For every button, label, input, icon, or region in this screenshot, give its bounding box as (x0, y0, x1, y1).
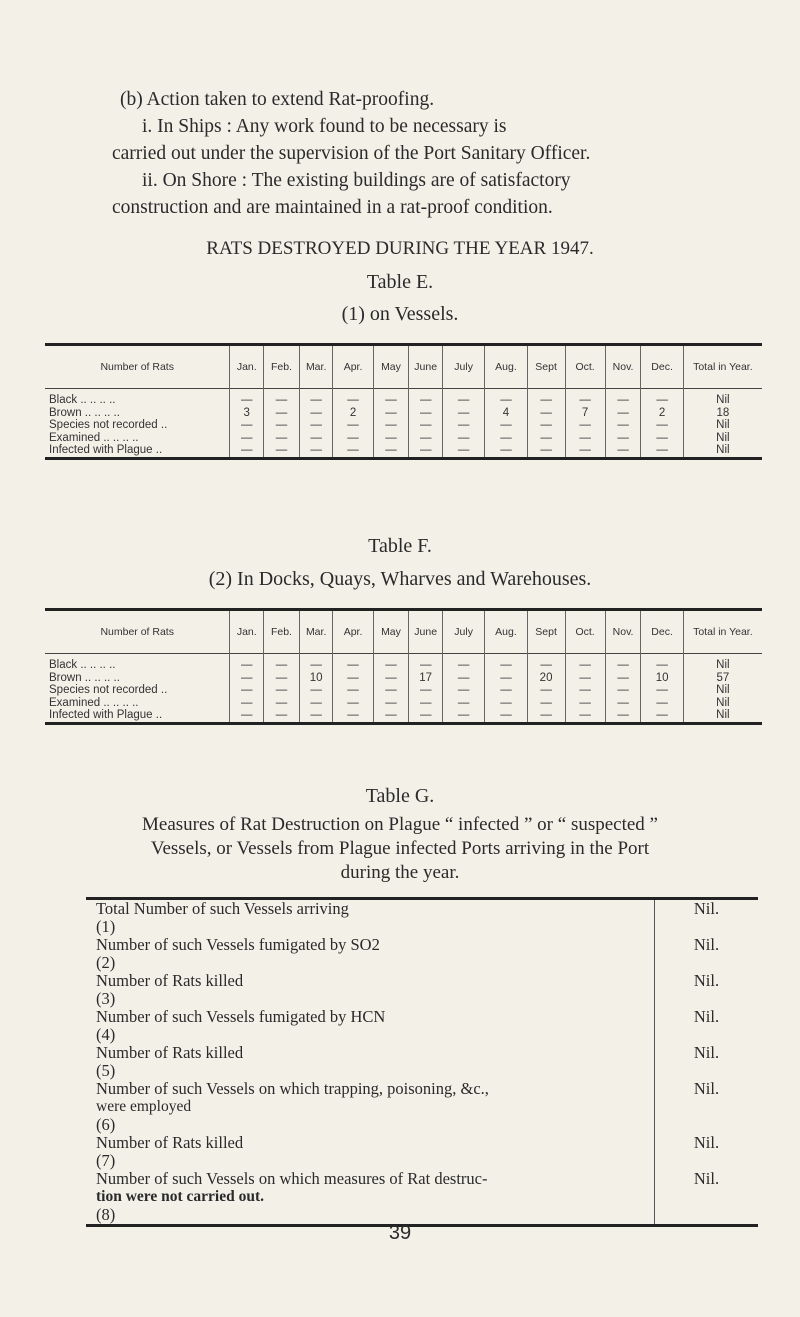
table-cell: — (333, 684, 373, 697)
table-cell: 18 (683, 407, 762, 420)
measure-number: (3) (96, 989, 116, 1008)
measure-value: Nil. (655, 1080, 759, 1134)
table-cell: — (485, 432, 527, 445)
intro-section (0, 86, 800, 221)
table-cell: Nil (683, 419, 762, 432)
section-heading: (b) Action taken to extend Rat-proofing. (120, 89, 435, 110)
measure-description (86, 1008, 655, 1044)
column-header: Total in Year. (683, 610, 762, 654)
column-header: July (443, 345, 485, 389)
table-cell: — (641, 654, 683, 672)
row-label: Species not recorded .. (49, 684, 168, 696)
measure-value: Nil. (655, 1044, 759, 1080)
table-e (45, 343, 762, 460)
table-cell: — (527, 419, 565, 432)
table-cell: — (485, 672, 527, 685)
measure-value: Nil. (655, 1008, 759, 1044)
table-cell: — (299, 444, 333, 458)
measure-row (86, 1170, 758, 1226)
table-cell: — (299, 432, 333, 445)
column-header: Apr. (333, 610, 373, 654)
table-cell: — (605, 684, 641, 697)
measure-row (86, 1044, 758, 1080)
table-cell: — (230, 432, 264, 445)
table-header-row (45, 610, 762, 654)
table-cell: — (264, 672, 300, 685)
table-row (45, 389, 762, 407)
measure-number: (4) (96, 1025, 116, 1044)
table-cell: — (409, 697, 443, 710)
table-cell: — (373, 419, 409, 432)
table-cell: — (230, 697, 264, 710)
table-cell: — (409, 654, 443, 672)
column-header: Mar. (299, 610, 333, 654)
table-g (86, 897, 758, 1227)
measure-text: Number of such Vessels fumigated by SO2 (96, 935, 380, 954)
table-g-caption: Measures of Rat Destruction on Plague “ infected ” or “ suspected ” (142, 814, 658, 835)
measure-description (86, 972, 655, 1008)
measure-value: Nil. (655, 972, 759, 1008)
table-cell: — (565, 697, 605, 710)
table-cell: — (230, 684, 264, 697)
measure-number: (6) (96, 1115, 116, 1134)
table-cell: — (373, 444, 409, 458)
row-label: Examined .. .. .. .. (49, 431, 139, 444)
table-cell: Nil (683, 432, 762, 445)
table-cell: — (641, 444, 683, 458)
table-cell: — (333, 444, 373, 458)
measure-text: Number of such Vessels fumigated by HCN (96, 1007, 386, 1026)
table-cell: — (230, 654, 264, 672)
table-row (45, 697, 762, 710)
table-cell: Nil (683, 444, 762, 458)
table-cell: — (264, 709, 300, 723)
table-cell: — (527, 654, 565, 672)
table-cell: — (527, 432, 565, 445)
column-header: Oct. (565, 610, 605, 654)
measure-number: (8) (96, 1205, 116, 1224)
table-cell: — (641, 684, 683, 697)
column-header: Apr. (333, 345, 373, 389)
measure-text-continued: tion were not carried out. (96, 1188, 265, 1205)
table-f-subtitle: (2) In Docks, Quays, Wharves and Warehouses. (208, 568, 592, 590)
row-label: Examined .. .. .. .. (49, 696, 139, 709)
measure-row (86, 936, 758, 972)
table-cell: — (373, 672, 409, 685)
table-cell: — (485, 419, 527, 432)
table-cell: — (264, 419, 300, 432)
table-cell: — (443, 672, 485, 685)
table-cell: — (299, 709, 333, 723)
table-cell: — (605, 672, 641, 685)
measure-text: Number of such Vessels on which trapping, poisoning, &c., (96, 1079, 489, 1098)
table-cell: Nil (683, 709, 762, 723)
table-cell: 2 (641, 407, 683, 420)
table-cell: — (565, 709, 605, 723)
intro-line: construction and are maintained in a rat-proof condition. (112, 197, 553, 218)
table-cell: — (565, 389, 605, 407)
table-cell: — (443, 407, 485, 420)
table-cell: — (443, 419, 485, 432)
table-cell: — (565, 654, 605, 672)
table-cell: — (485, 444, 527, 458)
table-cell: — (409, 419, 443, 432)
table-cell: — (333, 419, 373, 432)
measure-text-continued: were employed (96, 1098, 192, 1115)
table-cell: — (409, 444, 443, 458)
table-cell: — (373, 389, 409, 407)
column-header: May (373, 345, 409, 389)
table-cell: — (409, 432, 443, 445)
measure-number: (2) (96, 953, 116, 972)
table-cell: — (299, 407, 333, 420)
table-cell: Nil (683, 684, 762, 697)
column-header: Aug. (485, 345, 527, 389)
measure-description (86, 899, 655, 937)
table-cell: — (299, 697, 333, 710)
table-cell: — (299, 389, 333, 407)
table-cell: — (409, 684, 443, 697)
table-row (45, 684, 762, 697)
table-cell: — (605, 389, 641, 407)
table-cell: — (527, 444, 565, 458)
measure-description (86, 1134, 655, 1170)
table-header-row (45, 345, 762, 389)
table-e-title: Table E. (366, 271, 434, 293)
table-f (45, 608, 762, 725)
table-row (45, 407, 762, 420)
column-header: Dec. (641, 610, 683, 654)
table-cell: — (641, 389, 683, 407)
table-cell: — (373, 654, 409, 672)
table-cell: — (230, 419, 264, 432)
table-cell: — (443, 432, 485, 445)
measure-row (86, 972, 758, 1008)
table-cell: — (605, 697, 641, 710)
measure-row (86, 1008, 758, 1044)
table-cell: — (565, 432, 605, 445)
table-cell: — (605, 407, 641, 420)
column-header: June (409, 610, 443, 654)
table-cell: — (264, 654, 300, 672)
table-cell: — (264, 684, 300, 697)
table-cell: — (605, 654, 641, 672)
table-row (45, 654, 762, 672)
table-cell: — (443, 444, 485, 458)
table-cell: — (230, 444, 264, 458)
intro-line: carried out under the supervision of the Port Sanitary Officer. (112, 143, 591, 164)
table-cell: — (299, 684, 333, 697)
intro-line: i. In Ships : Any work found to be necessary is (142, 116, 507, 137)
table-cell: — (605, 419, 641, 432)
table-e-subtitle: (1) on Vessels. (341, 303, 459, 325)
table-cell: Nil (683, 654, 762, 672)
measure-number: (1) (96, 917, 116, 936)
table-row (45, 419, 762, 432)
table-cell: — (485, 697, 527, 710)
measure-text: Number of Rats killed (96, 971, 244, 990)
table-cell: — (299, 654, 333, 672)
column-header: Total in Year. (683, 345, 762, 389)
measure-text: Number of Rats killed (96, 1043, 244, 1062)
table-cell: — (333, 654, 373, 672)
table-cell: — (264, 389, 300, 407)
table-row (45, 432, 762, 445)
table-cell: — (299, 419, 333, 432)
table-f-title: Table F. (368, 535, 432, 557)
column-header: Dec. (641, 345, 683, 389)
column-header-number-of-rats: Number of Rats (100, 626, 174, 638)
table-cell: — (230, 389, 264, 407)
column-header: Feb. (264, 610, 300, 654)
column-header: Sept (527, 610, 565, 654)
table-cell: — (264, 444, 300, 458)
table-cell: — (409, 407, 443, 420)
table-cell: 17 (409, 672, 443, 685)
column-header: Nov. (605, 610, 641, 654)
row-label: Infected with Plague .. (49, 444, 163, 456)
table-cell: — (333, 709, 373, 723)
table-cell: — (333, 389, 373, 407)
table-cell: — (605, 709, 641, 723)
row-label: Infected with Plague .. (49, 709, 163, 721)
table-cell: — (443, 709, 485, 723)
table-cell: — (485, 389, 527, 407)
measure-number: (5) (96, 1061, 116, 1080)
column-header: Oct. (565, 345, 605, 389)
column-header: June (409, 345, 443, 389)
measure-value: Nil. (655, 1134, 759, 1170)
measure-description (86, 1170, 655, 1226)
table-cell: — (373, 697, 409, 710)
table-row (45, 444, 762, 458)
table-cell: — (333, 697, 373, 710)
table-cell: — (409, 389, 443, 407)
table-cell: 10 (641, 672, 683, 685)
column-header: May (373, 610, 409, 654)
table-cell: — (373, 684, 409, 697)
column-header: Jan. (230, 610, 264, 654)
page-heading: RATS DESTROYED DURING THE YEAR 1947. (206, 238, 594, 259)
table-cell: — (373, 709, 409, 723)
column-header: Sept (527, 345, 565, 389)
table-cell: — (527, 684, 565, 697)
column-header: Nov. (605, 345, 641, 389)
table-cell: — (443, 389, 485, 407)
column-header-number-of-rats: Number of Rats (100, 361, 174, 373)
measure-row (86, 1080, 758, 1134)
table-cell: — (485, 654, 527, 672)
column-header: Mar. (299, 345, 333, 389)
measure-text: Number of such Vessels on which measures of Rat destruc- (96, 1169, 488, 1188)
table-cell: — (333, 672, 373, 685)
table-cell: 4 (485, 407, 527, 420)
measure-text: Number of Rats killed (96, 1133, 244, 1152)
table-cell: — (641, 432, 683, 445)
table-cell: — (527, 407, 565, 420)
table-cell: — (409, 709, 443, 723)
measure-description (86, 1080, 655, 1134)
table-cell: 2 (333, 407, 373, 420)
measure-row (86, 1134, 758, 1170)
table-cell: — (527, 389, 565, 407)
table-cell: — (485, 684, 527, 697)
table-g-title: Table G. (365, 785, 435, 807)
table-cell: — (373, 432, 409, 445)
row-label: Black .. .. .. .. (49, 394, 116, 406)
measure-description (86, 1044, 655, 1080)
measure-number: (7) (96, 1151, 116, 1170)
table-cell: 20 (527, 672, 565, 685)
column-header: Jan. (230, 345, 264, 389)
table-cell: Nil (683, 389, 762, 407)
table-cell: — (485, 709, 527, 723)
table-cell: 57 (683, 672, 762, 685)
table-cell: — (565, 444, 605, 458)
column-header: Feb. (264, 345, 300, 389)
table-g-caption: during the year. (340, 862, 460, 883)
table-g-caption: Vessels, or Vessels from Plague infected Ports arriving in the Port (150, 838, 650, 859)
table-cell: — (641, 709, 683, 723)
table-cell: — (443, 697, 485, 710)
table-cell: — (264, 407, 300, 420)
table-cell: 7 (565, 407, 605, 420)
row-label: Brown .. .. .. .. (49, 671, 120, 684)
measure-value: Nil. (655, 1170, 759, 1226)
table-cell: 3 (230, 407, 264, 420)
table-cell: — (373, 407, 409, 420)
table-cell: — (565, 672, 605, 685)
measure-value: Nil. (655, 899, 759, 937)
page-number: 39 (388, 1222, 412, 1244)
table-cell: — (443, 654, 485, 672)
measure-description (86, 936, 655, 972)
row-label: Brown .. .. .. .. (49, 406, 120, 419)
measure-text: Total Number of such Vessels arriving (96, 899, 349, 918)
table-cell: — (264, 697, 300, 710)
table-cell: — (641, 697, 683, 710)
measure-row (86, 899, 758, 937)
table-cell: 10 (299, 672, 333, 685)
table-cell: — (605, 432, 641, 445)
table-cell: — (230, 709, 264, 723)
table-cell: Nil (683, 697, 762, 710)
table-cell: — (230, 672, 264, 685)
table-row (45, 672, 762, 685)
table-cell: — (565, 684, 605, 697)
table-cell: — (605, 444, 641, 458)
table-cell: — (641, 419, 683, 432)
column-header: Aug. (485, 610, 527, 654)
column-header: July (443, 610, 485, 654)
table-cell: — (527, 697, 565, 710)
row-label: Species not recorded .. (49, 419, 168, 431)
table-cell: — (527, 709, 565, 723)
measure-value: Nil. (655, 936, 759, 972)
table-cell: — (264, 432, 300, 445)
intro-line: ii. On Shore : The existing buildings are of satisfactory (142, 170, 571, 191)
table-cell: — (565, 419, 605, 432)
row-label: Black .. .. .. .. (49, 659, 116, 671)
table-row (45, 709, 762, 723)
table-cell: — (443, 684, 485, 697)
table-cell: — (333, 432, 373, 445)
